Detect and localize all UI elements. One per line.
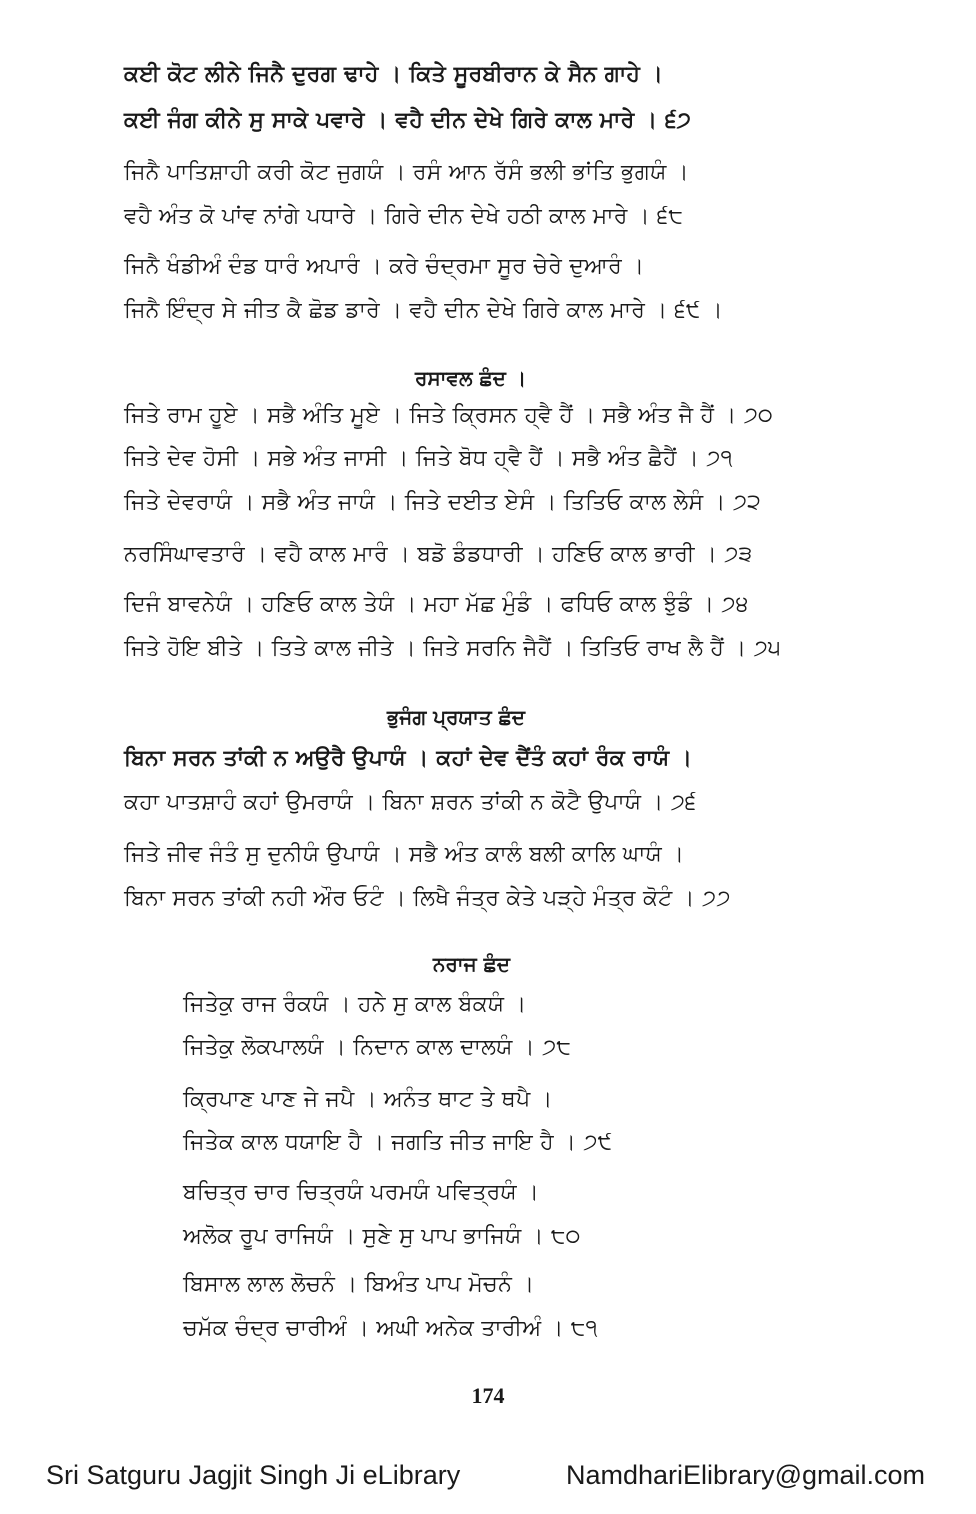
section-heading: ਰਸਾਵਲ ਛੰਦ । <box>415 366 527 390</box>
verse-line: ਬਿਨਾ ਸਰਨ ਤਾਂਕੀ ਨਹੀ ਔਰ ਓਟੰ । ਲਿਖੈ ਜੰਤ੍ਰ ਕੇਤੇ ਪੜ੍ਹੇ ਮੰਤ੍ਰ ਕੋਟੰ । ੭੭ <box>124 886 731 911</box>
footer-email: NamdhariElibrary@gmail.com <box>566 1460 926 1490</box>
verse-line: ਜਿਤੇਕ ਕਾਲ ਧਯਾਇ ਹੈ । ਜਗਤਿ ਜੀਤ ਜਾਇ ਹੈ । ੭੯ <box>183 1130 613 1155</box>
verse-line: ਬਿਸਾਲ ਲਾਲ ਲੋਚਨੰ । ਬਿਅੰਤ ਪਾਪ ਮੋਚਨੰ । <box>183 1272 535 1297</box>
verse-line: ਜਿਨੈ ਇੰਦ੍ਰ ਸੇ ਜੀਤ ਕੈ ਛੋਡ ਡਾਰੇ । ਵਹੈ ਦੀਨ ਦੇਖੇ ਗਿਰੇ ਕਾਲ ਮਾਰੇ । ੬੯ । <box>124 298 723 323</box>
verse-line: ਨਰਸਿੰਘਾਵਤਾਰੰ । ਵਹੈ ਕਾਲ ਮਾਰੰ । ਬਡੋ ਡੰਡਧਾਰੀ । ਹਣਿਓ ਕਾਲ ਭਾਰੀ । ੭੩ <box>124 542 753 567</box>
verse-line: ਅਲੋਕ ਰੂਪ ਰਾਜਿਯੰ । ਸੁਣੇ ਸੁ ਪਾਪ ਭਾਜਿਯੰ । ੮੦ <box>183 1224 581 1249</box>
page-number: 174 <box>471 1383 505 1408</box>
section-heading: ਨਰਾਜ ਛੰਦ <box>433 952 511 976</box>
verse-line: ਵਹੈ ਅੰਤ ਕੋ ਪਾਂਵ ਨਾਂਗੇ ਪਧਾਰੇ । ਗਿਰੇ ਦੀਨ ਦੇਖੇ ਹਠੀ ਕਾਲ ਮਾਰੇ । ੬੮ <box>124 204 684 229</box>
verse-line: ਜਿਤੇ ਰਾਮ ਹੂਏ । ਸਭੈ ਅੰਤਿ ਮੂਏ । ਜਿਤੇ ਕ੍ਰਿਸਨ ਹ੍ਵੈ ਹੈਂ । ਸਭੈ ਅੰਤ ਜੈ ਹੈਂ । ੭੦ <box>124 403 774 428</box>
verse-line: ਕ੍ਰਿਪਾਣ ਪਾਣ ਜੇ ਜਪੈ । ਅਨੰਤ ਥਾਟ ਤੇ ਥਪੈ । <box>183 1087 553 1112</box>
verse-line: ਬਚਿਤ੍ਰ ਚਾਰ ਚਿਤ੍ਰਯੰ ਪਰਮਯੰ ਪਵਿਤ੍ਰਯੰ । <box>183 1180 540 1205</box>
section-heading: ਭੁਜੰਗ ਪ੍ਰਯਾਤ ਛੰਦ <box>387 705 526 729</box>
verse-line: ਦਿਜੰ ਬਾਵਨੇਯੰ । ਹਣਿਓ ਕਾਲ ਤੇਯੰ । ਮਹਾ ਮੱਛ ਮੁੰਡੰ । ਫਧਿਓ ਕਾਲ ਝੁੰਡੰ । ੭੪ <box>124 592 749 617</box>
verse-line: ਜਿਤੇ ਜੀਵ ਜੰਤੰ ਸੁ ਦੁਨੀਯੰ ਉਪਾਯੰ । ਸਭੈ ਅੰਤ ਕਾਲੰ ਬਲੀ ਕਾਲਿ ਘਾਯੰ । <box>124 842 685 867</box>
verse-line: ਜਿਤੇ ਹੋਇ ਬੀਤੇ । ਤਿਤੇ ਕਾਲ ਜੀਤੇ । ਜਿਤੇ ਸਰਨਿ ਜੈਹੈਂ । ਤਿਤਿਓ ਰਾਖ ਲੈ ਹੈਂ । ੭੫ <box>124 636 782 661</box>
verse-line: ਕਈ ਕੋਟ ਲੀਨੇ ਜਿਨੈ ਦੁਰਗ ਢਾਹੇ । ਕਿਤੇ ਸੂਰਬੀਰਾਨ ਕੇ ਸੈਨ ਗਾਹੇ । <box>124 62 664 87</box>
verse-line: ਜਿਤੇਕੁ ਲੋਕਪਾਲਯੰ । ਨਿਦਾਨ ਕਾਲ ਦਾਲਯੰ । ੭੮ <box>183 1035 572 1060</box>
verse-line: ਕਈ ਜੰਗ ਕੀਨੇ ਸੁ ਸਾਕੇ ਪਵਾਰੇ । ਵਹੈ ਦੀਨ ਦੇਖੇ ਗਿਰੇ ਕਾਲ ਮਾਰੇ । ੬੭ <box>124 108 691 133</box>
verse-line: ਕਹਾ ਪਾਤਸ਼ਾਹੰ ਕਹਾਂ ਉਮਰਾਯੰ । ਬਿਨਾ ਸ਼ਰਨ ਤਾਂਕੀ ਨ ਕੋਟੈ ਉਪਾਯੰ । ੭੬ <box>124 790 697 815</box>
verse-line: ਜਿਨੈ ਖੰਡੀਅੰ ਦੰਡ ਧਾਰੰ ਅਪਾਰੰ । ਕਰੇ ਚੰਦ੍ਰਮਾ ਸੂਰ ਚੇਰੇ ਦੁਆਰੰ । <box>124 254 645 279</box>
verse-line: ਜਿਨੈ ਪਾਤਿਸ਼ਾਹੀ ਕਰੀ ਕੋਟ ਜੁਗਯੰ । ਰਸੰ ਆਨ ਰੱਸੰ ਭਲੀ ਭਾਂਤਿ ਭੁਗਯੰ । <box>124 160 689 185</box>
footer-library-name: Sri Satguru Jagjit Singh Ji eLibrary <box>46 1460 461 1490</box>
verse-line: ਚਮੱਕ ਚੰਦ੍ਰ ਚਾਰੀਅੰ । ਅਘੀ ਅਨੇਕ ਤਾਰੀਅੰ । ੮੧ <box>183 1316 598 1341</box>
verse-line: ਜਿਤੇਕੁ ਰਾਜ ਰੰਕਯੰ । ਹਨੇ ਸੁ ਕਾਲ ਬੰਕਯੰ । <box>183 992 527 1017</box>
verse-line: ਜਿਤੇ ਦੇਵਰਾਯੰ । ਸਭੈ ਅੰਤ ਜਾਯੰ । ਜਿਤੇ ਦਈਤ ਏਸੰ । ਤਿਤਿਓ ਕਾਲ ਲੇਸੰ । ੭੨ <box>124 490 762 515</box>
verse-line: ਬਿਨਾ ਸਰਨ ਤਾਂਕੀ ਨ ਅਉਰੈ ਉਪਾਯੰ । ਕਹਾਂ ਦੇਵ ਦੈਂਤੰ ਕਹਾਂ ਰੰਕ ਰਾਯੰ । <box>124 746 693 771</box>
verse-line: ਜਿਤੇ ਦੇਵ ਹੋਸੀ । ਸਭੇ ਅੰਤ ਜਾਸੀ । ਜਿਤੇ ਬੋਧ ਹ੍ਵੈ ਹੈਂ । ਸਭੈ ਅੰਤ ਛੈਹੈਂ । ੭੧ <box>124 446 733 471</box>
